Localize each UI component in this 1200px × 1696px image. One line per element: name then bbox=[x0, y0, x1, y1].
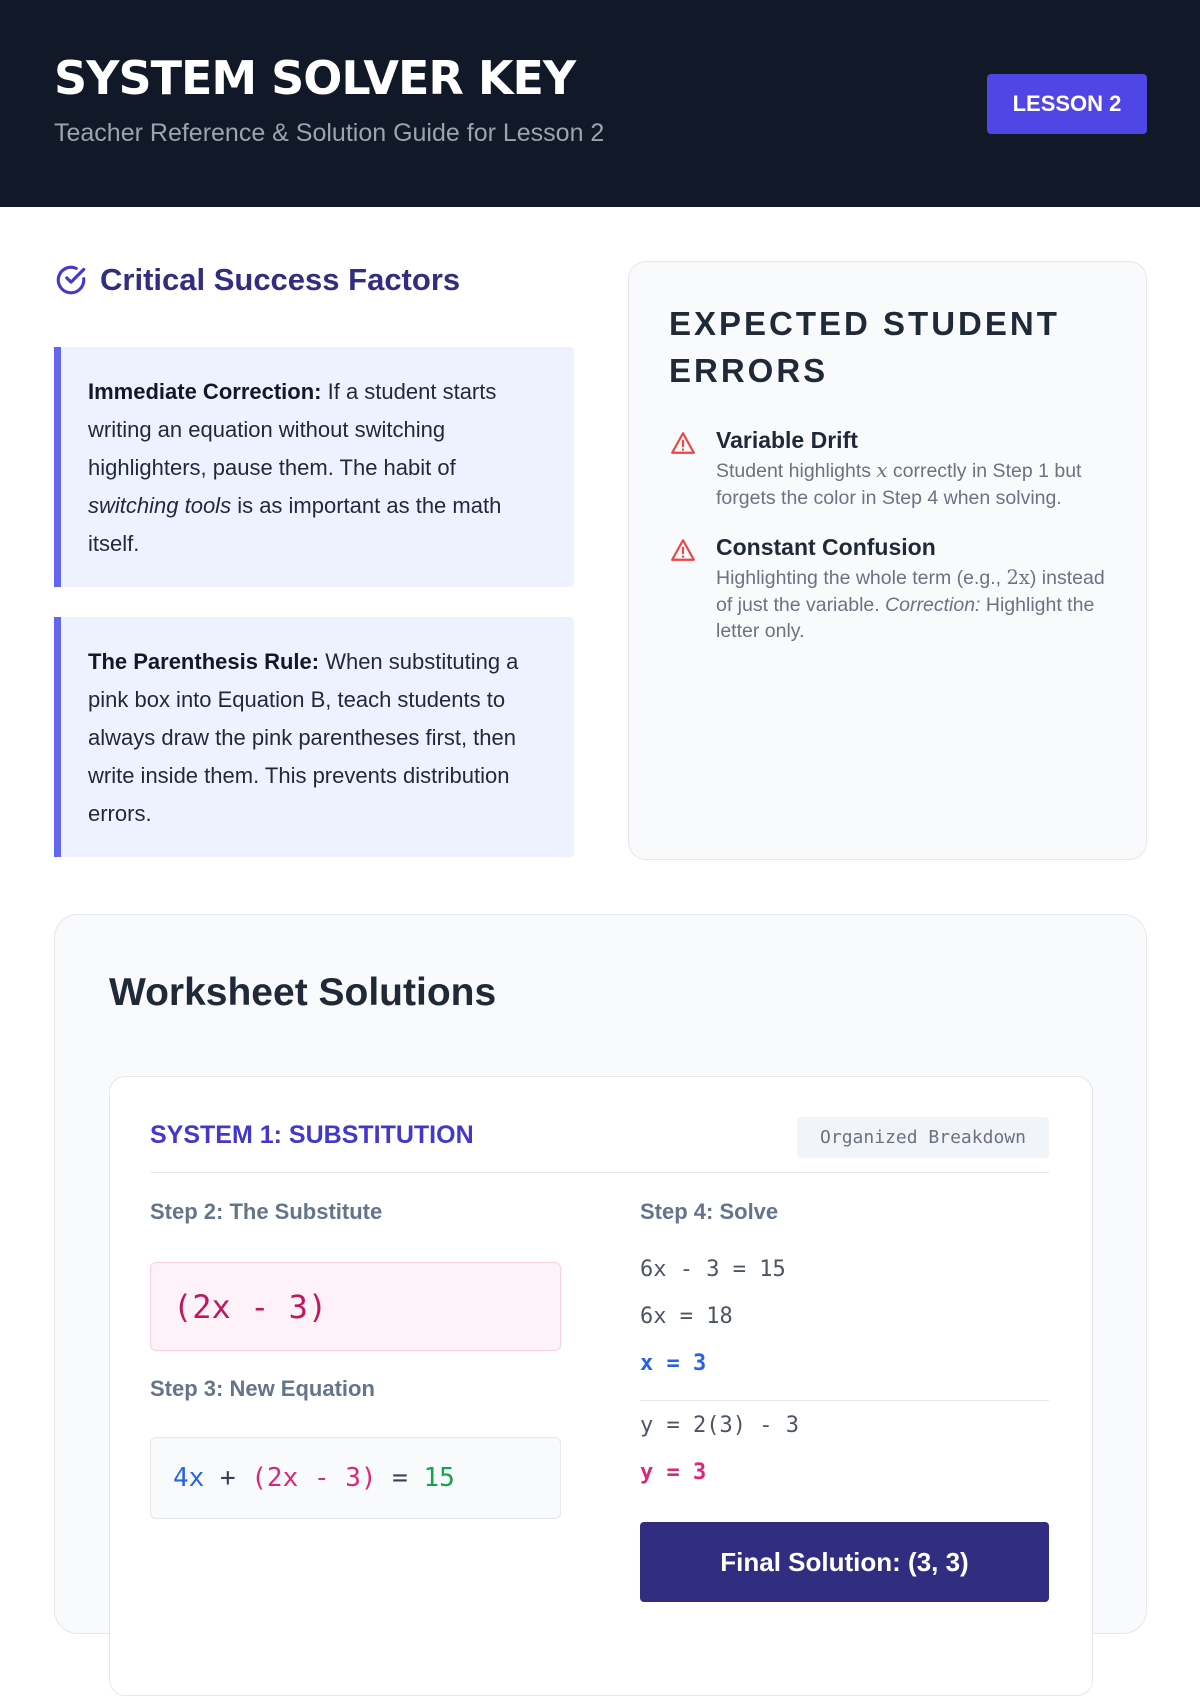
check-circle-icon bbox=[54, 263, 88, 297]
error-text: Student highlights bbox=[716, 460, 877, 482]
substitute-box: (2x - 3) bbox=[150, 1262, 561, 1351]
error-title: Variable Drift bbox=[716, 427, 858, 453]
expected-errors-panel bbox=[628, 261, 1147, 860]
error-title: Constant Confusion bbox=[716, 534, 936, 560]
step-4-label: Step 4: Solve bbox=[640, 1199, 779, 1224]
factor-title: Immediate Correction: bbox=[88, 379, 322, 404]
x-term: 4x bbox=[173, 1463, 205, 1493]
warning-triangle-icon bbox=[669, 537, 697, 568]
lesson-badge: LESSON 2 bbox=[987, 74, 1147, 134]
constant-term: 15 bbox=[423, 1463, 455, 1493]
y-answer: y = 3 bbox=[640, 1460, 707, 1485]
page-title: SYSTEM SOLVER KEY bbox=[54, 51, 576, 105]
system-1-card bbox=[109, 1076, 1093, 1696]
warning-triangle-icon bbox=[669, 430, 697, 461]
factor-text: When substituting a pink box into Equation B, teach students to always draw the pink parentheses first, then write inside them. This prevents distribution errors. bbox=[88, 649, 519, 826]
math-term: 2x bbox=[1006, 566, 1030, 589]
expected-errors-heading: EXPECTED STUDENT ERRORS bbox=[669, 305, 1060, 389]
math-variable: x bbox=[876, 459, 888, 482]
x-answer: x = 3 bbox=[640, 1351, 707, 1376]
page-header bbox=[0, 0, 1200, 207]
worksheet-solutions-heading: Worksheet Solutions bbox=[109, 971, 497, 1014]
page-subtitle: Teacher Reference & Solution Guide for Lesson 2 bbox=[54, 119, 605, 147]
equals-sign: = bbox=[376, 1463, 424, 1493]
error-text: correctly in Step 1 but forgets the color in Step 4 when solving. bbox=[716, 460, 1082, 509]
correction-label: Correction: bbox=[885, 593, 981, 616]
error-text: Highlight the letter only. bbox=[716, 593, 1095, 642]
plus-sign: + bbox=[204, 1463, 252, 1493]
system-title: SYSTEM 1: SUBSTITUTION bbox=[150, 1121, 474, 1149]
critical-success-factors-heading bbox=[54, 262, 460, 298]
worksheet-solutions-panel bbox=[54, 914, 1147, 1634]
step-2-label: Step 2: The Substitute bbox=[150, 1199, 383, 1224]
error-description bbox=[716, 565, 1116, 645]
factor-text: is as important as the math itself. bbox=[88, 493, 502, 556]
factor-title: The Parenthesis Rule: bbox=[88, 649, 320, 674]
error-text: ) instead of just the variable. bbox=[716, 567, 1105, 616]
critical-success-factors-title: Critical Success Factors bbox=[100, 262, 461, 297]
error-text: Highlighting the whole term (e.g., bbox=[716, 567, 1007, 589]
factor-card-parenthesis-rule bbox=[54, 617, 574, 857]
solve-line: y = 2(3) - 3 bbox=[640, 1413, 799, 1438]
divider bbox=[640, 1400, 1049, 1401]
divider bbox=[150, 1172, 1049, 1173]
factor-text: If a student starts writing an equation without switching highlighters, pause them. The habit of bbox=[88, 379, 497, 480]
solve-line: 6x = 18 bbox=[640, 1304, 733, 1329]
final-solution: Final Solution: (3, 3) bbox=[640, 1522, 1049, 1602]
step-3-label: Step 3: New Equation bbox=[150, 1376, 375, 1401]
organized-breakdown-tag: Organized Breakdown bbox=[797, 1117, 1049, 1158]
substituted-term: (2x - 3) bbox=[251, 1463, 377, 1493]
solve-line: 6x - 3 = 15 bbox=[640, 1257, 786, 1282]
factor-emphasis: switching tools bbox=[88, 493, 232, 518]
error-description bbox=[716, 458, 1116, 511]
factor-card-immediate-correction bbox=[54, 347, 574, 587]
new-equation-box bbox=[150, 1437, 561, 1519]
